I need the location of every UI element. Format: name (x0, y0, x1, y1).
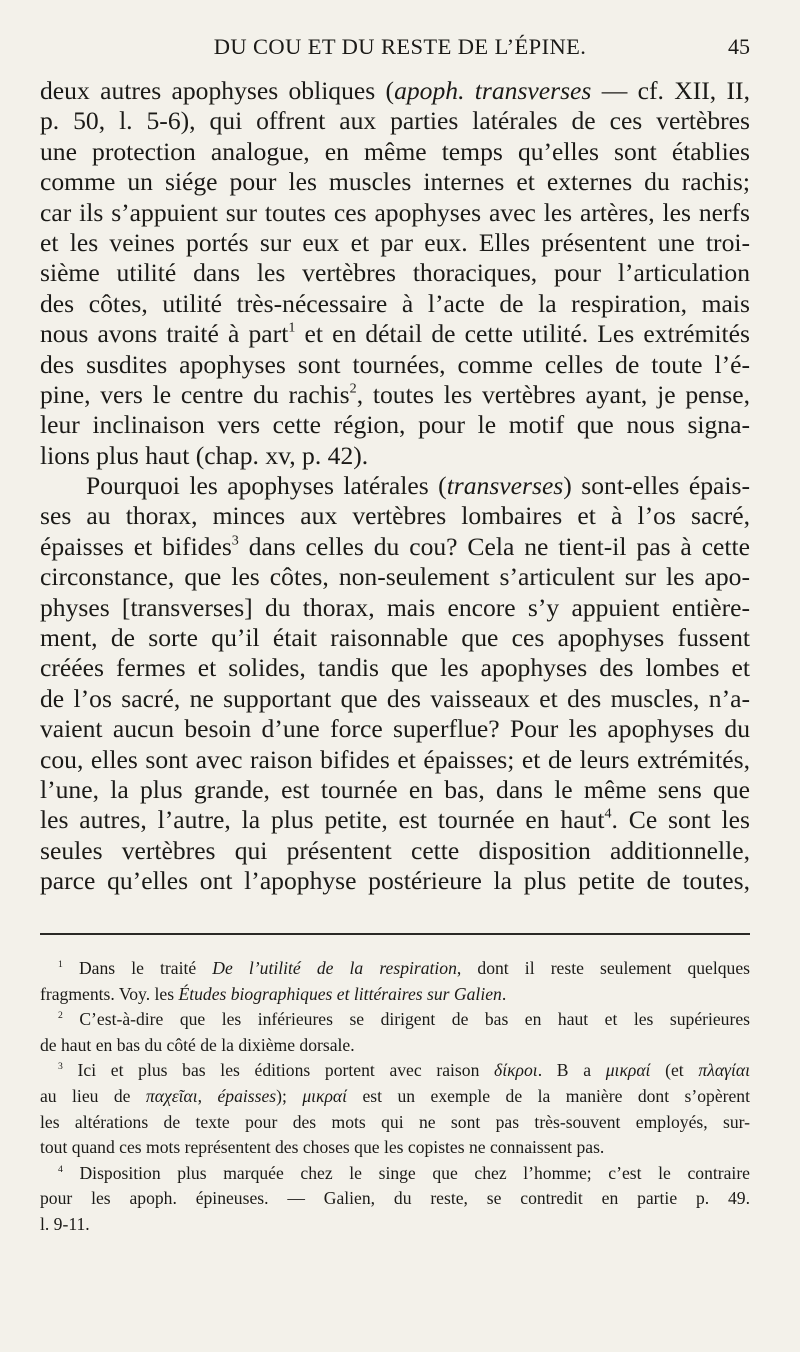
text-segment: nous avons traité à part (40, 319, 289, 349)
text-segment: , dont il reste seulement quelques (456, 958, 751, 978)
note-reference: 1 (58, 958, 63, 970)
text-segment: Disposition plus marquée chez le singe que chez l’homme; c’est le contraire (62, 1162, 750, 1183)
body-line (40, 441, 750, 471)
body-line (40, 137, 750, 167)
body-line (40, 775, 750, 805)
greek-text: παχεῖαι (145, 1085, 198, 1106)
text-segment: pour les apoph. épineuses. — Galien, du reste, se contredit en partie p. 49. (40, 1188, 750, 1209)
body-line (40, 258, 750, 288)
text-segment: des susdites apophyses sont tournées, comme celles de toute l’é- (40, 349, 750, 379)
note-reference: 3 (231, 532, 239, 549)
footnote-line (40, 1161, 750, 1187)
body-line (40, 593, 750, 623)
italic-text: apoph. transverses (394, 76, 592, 105)
body-line (40, 501, 750, 531)
greek-text: μικραί (302, 1085, 348, 1106)
body-line (40, 76, 750, 106)
text-segment: seules vertèbres qui présentent cette disposition additionnelle, (40, 835, 750, 865)
text-segment: créées fermes et solides, tandis que les apophyses des lombes et (40, 653, 750, 683)
body-line (40, 745, 750, 775)
footnote-line (40, 1007, 750, 1033)
text-segment: deux autres apophyses obliques ( (40, 76, 395, 105)
text-segment: , toutes les vertèbres ayant, je pense, (356, 379, 751, 409)
text-segment: p. 50, l. 5-6), qui offrent aux parties latérales de ces vertèbres (40, 106, 750, 136)
text-segment: lions plus haut (chap. xv, p. 42). (40, 440, 369, 470)
text-segment: . (501, 983, 507, 1004)
body-line (40, 805, 750, 835)
text-segment: au lieu de (40, 1085, 146, 1106)
italic-text: De l’utilité de la respiration (212, 958, 457, 978)
note-reference: 1 (288, 319, 296, 336)
text-segment: comme un siége pour les muscles internes et externes du rachis; (40, 167, 750, 197)
text-segment: dans celles du cou? Cela ne tient-il pas à cette (238, 531, 750, 561)
footnote-line (40, 1212, 750, 1238)
footnote-line (40, 982, 750, 1008)
footnote-line (40, 1110, 750, 1136)
footnote-line (40, 1033, 750, 1059)
running-title: DU COU ET DU RESTE DE L’ÉPINE. (213, 34, 587, 59)
text-segment: . B a (537, 1060, 606, 1081)
text-segment: II (726, 76, 744, 105)
text-segment: des côtes, utilité très-nécessaire à l’acte de la respiration, mais (40, 288, 750, 318)
text-segment: sième utilité dans les vertèbres thoraciques, pour l’articulation (40, 258, 750, 288)
text-segment: vaient aucun besoin d’une force superflue? Pour les apophyses du (40, 714, 750, 744)
note-reference: 2 (349, 380, 357, 397)
body-line (40, 228, 750, 258)
italic-text: Études biographiques et littéraires sur Galien (178, 983, 502, 1004)
text-segment: car ils s’appuient sur toutes ces apophyses avec les artères, les nerfs (40, 197, 750, 227)
text-segment: Pourquoi les apophyses latérales ( (86, 471, 447, 501)
body-line (40, 562, 750, 592)
greek-text: πλαγίαι (698, 1060, 751, 1081)
footnote-line (40, 1058, 750, 1084)
text-segment: — cf. XII, (591, 76, 727, 105)
greek-text: δίκροι (494, 1060, 538, 1081)
note-reference: 2 (58, 1009, 63, 1021)
body-line (40, 623, 750, 653)
text-segment: C’est-à-dire que les inférieures se dirigent de bas en haut et les supérieures (62, 1009, 750, 1030)
note-reference: 4 (58, 1163, 63, 1175)
body-line (40, 866, 750, 896)
footnotes (40, 956, 750, 1238)
footnote-separator-rule (40, 933, 750, 935)
body-text (40, 76, 750, 897)
page-number: 45 (728, 34, 750, 59)
body-line (40, 106, 750, 136)
text-segment: , (197, 1085, 218, 1106)
text-segment: . Ce sont les (611, 805, 750, 835)
text-segment: parce qu’elles ont l’apophyse postérieure la plus petite de toutes, (40, 866, 750, 896)
footnote-line (40, 1186, 750, 1212)
body-line (40, 684, 750, 714)
footnote-line (40, 956, 750, 982)
body-line (40, 380, 750, 410)
text-segment: physes [transverses] du thorax, mais encore s’y appuient entière- (40, 592, 750, 622)
body-line (40, 350, 750, 380)
text-segment: ); (276, 1085, 303, 1106)
text-segment: les altérations de texte pour des mots qui ne sont pas très-souvent employés, sur- (40, 1111, 750, 1132)
text-segment: et les veines portés sur eux et par eux. Elles présentent une troi- (40, 227, 750, 257)
text-segment: circonstance, que les côtes, non-seulement s’articulent sur les apo- (40, 562, 750, 592)
text-segment: Ici et plus bas les éditions portent avec raison (62, 1060, 495, 1081)
text-segment: cou, elles sont avec raison bifides et épaisses; et de leurs extrémités, (40, 744, 750, 774)
body-line (40, 289, 750, 319)
text-segment: (et (650, 1060, 699, 1081)
body-line (40, 198, 750, 228)
text-segment: est un exemple de la manière dont s’opèrent (347, 1085, 750, 1106)
body-line (40, 532, 750, 562)
body-line (40, 653, 750, 683)
text-segment: ses au thorax, minces aux vertèbres lombaires et à l’os sacré, (40, 501, 750, 531)
text-segment: épaisses et bifides (40, 531, 232, 561)
note-reference: 4 (604, 805, 612, 822)
text-segment: et en détail de cette utilité. Les extrémités (295, 319, 750, 349)
text-segment: ment, de sorte qu’il était raisonnable que ces apophyses fussent (40, 623, 750, 653)
body-line (40, 836, 750, 866)
text-segment: leur inclinaison vers cette région, pour le motif que nous signa- (40, 410, 750, 440)
text-segment: ) sont-elles épais- (563, 471, 750, 501)
text-segment: tout quand ces mots représentent des choses que les copistes ne connaissent pas. (40, 1137, 605, 1158)
greek-text: μικραί (605, 1060, 651, 1081)
text-segment: de haut en bas du côté de la dixième dorsale. (40, 1034, 355, 1055)
italic-text: transverses (446, 471, 564, 501)
body-line (40, 319, 750, 349)
text-segment: , (743, 76, 750, 105)
text-segment: Dans le traité (62, 958, 213, 978)
body-line (40, 471, 750, 501)
text-segment: une protection analogue, en même temps qu’elles sont établies (40, 136, 750, 166)
footnote-line (40, 1084, 750, 1110)
note-reference: 3 (58, 1061, 63, 1073)
running-head (40, 34, 760, 64)
text-segment: pine, vers le centre du rachis (40, 379, 350, 409)
text-segment: les autres, l’autre, la plus petite, est tournée en haut (40, 805, 605, 835)
footnote-line (40, 1135, 750, 1161)
text-segment: l’une, la plus grande, est tournée en bas, dans le même sens que (40, 774, 750, 804)
italic-text: épaisses (217, 1085, 277, 1106)
body-line (40, 167, 750, 197)
text-segment: l. 9-11. (40, 1213, 90, 1234)
text-segment: de l’os sacré, ne supportant que des vaisseaux et des muscles, n’a- (40, 683, 750, 713)
body-line (40, 410, 750, 440)
text-segment: fragments. Voy. les (40, 983, 179, 1004)
body-line (40, 714, 750, 744)
